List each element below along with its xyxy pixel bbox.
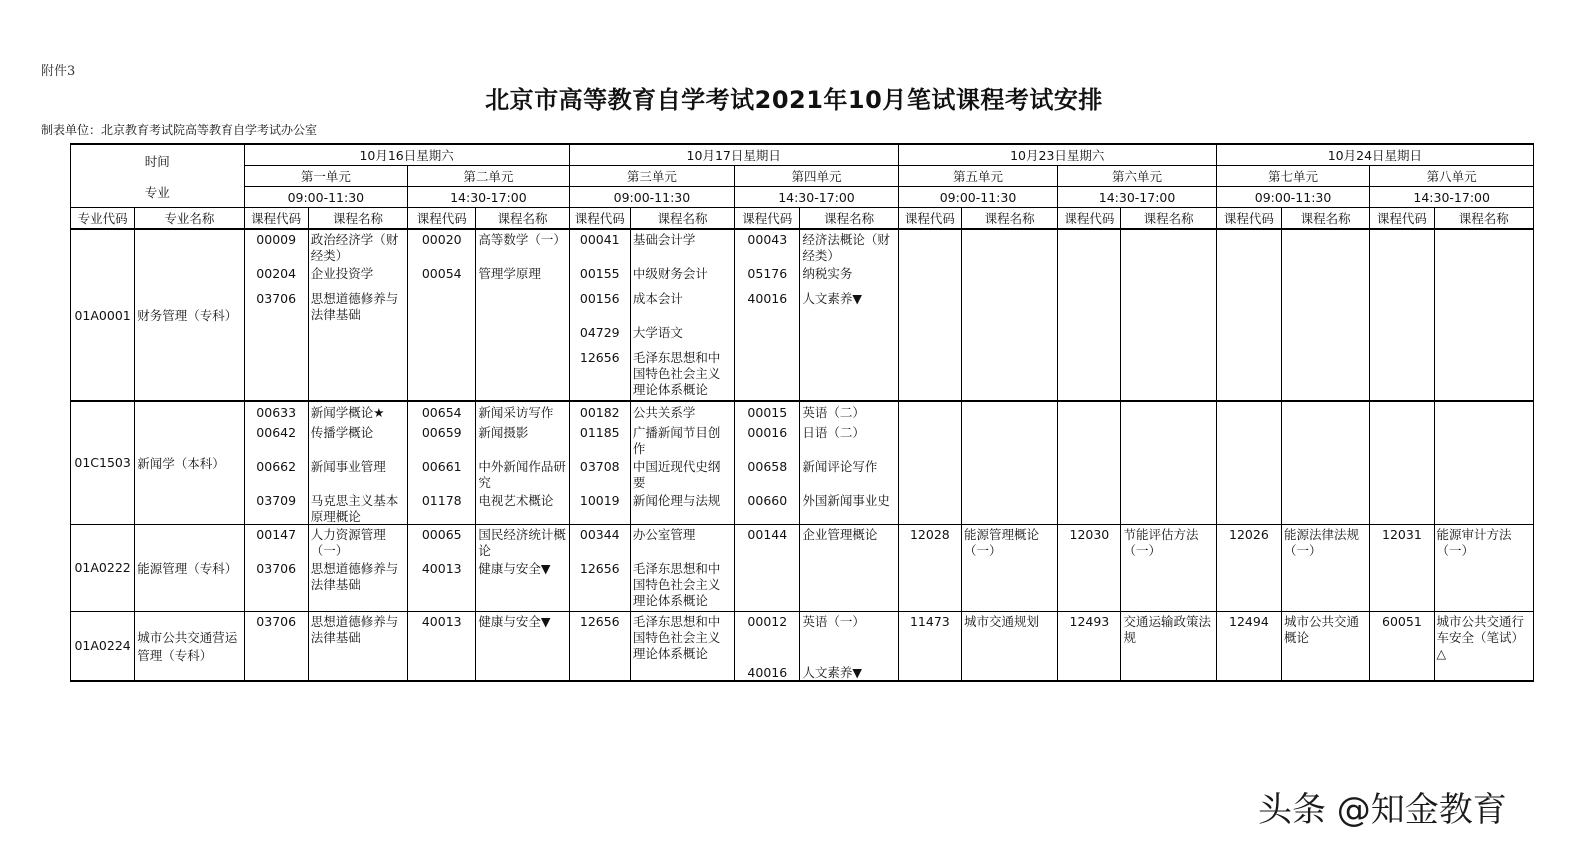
course-code: 12656 [579,350,620,365]
course-code: 01178 [421,493,462,508]
date-header: 10月17日星期日 [569,144,898,166]
course-name: 国民经济统计概论 [478,526,566,558]
corner-time-label: 时间 [144,154,170,169]
course-code-cell [1216,611,1281,681]
table-row [71,401,1534,524]
course-name: 马克思主义基本原理概论 [310,493,399,524]
maker-line: 制表单位：北京教育考试院高等教育自学考试办公室 [41,123,318,137]
course-code: 12656 [579,613,620,629]
course-name: 城市公共交通行车安全（笔试）△ [1436,613,1525,661]
time-header: 09:00-11:30 [898,187,1058,208]
header-corner [71,144,245,208]
course-code-cell [1216,229,1281,401]
course-code-cell [735,229,800,401]
course-name-cell [630,401,734,524]
course-code: 00662 [256,459,297,474]
time-header: 09:00-11:30 [569,187,735,208]
course-name: 企业投资学 [310,266,374,281]
course-name-label: 课程名称 [1434,208,1533,230]
time-header: 09:00-11:30 [244,187,408,208]
course-code: 03706 [256,613,297,629]
course-code-label: 课程代码 [1370,208,1434,230]
course-name: 新闻摄影 [478,425,529,440]
course-code-label: 课程代码 [898,208,961,230]
course-code: 00633 [256,405,297,420]
major-code-label: 专业代码 [71,208,135,230]
unit-header: 第六单元 [1058,166,1217,187]
course-name: 新闻学概论★ [310,405,385,420]
course-name-cell [308,401,407,524]
course-code: 00043 [747,232,788,247]
course-name: 能源法律法规（一） [1284,526,1360,558]
course-code: 11473 [909,613,950,629]
course-code: 12493 [1069,613,1110,629]
course-name: 公共关系学 [632,405,696,420]
course-code: 00012 [747,613,788,629]
course-name-cell [1282,524,1370,611]
course-code: 00661 [421,459,462,474]
course-code: 00155 [579,266,620,281]
course-name-cell [961,524,1057,611]
major-code: 01A0224 [71,611,135,681]
course-name: 思想道德修养与法律基础 [310,291,399,322]
course-code: 40013 [421,613,462,629]
major-code: 01A0001 [71,229,135,401]
course-code-label: 课程代码 [1216,208,1281,230]
course-name: 健康与安全▼ [478,613,551,629]
course-name: 中国近现代史纲要 [632,459,721,490]
course-name: 成本会计 [632,291,683,306]
course-code-cell [1058,611,1121,681]
course-code: 00642 [256,425,297,440]
course-name-cell [1434,611,1533,681]
major-name: 财务管理（专科） [135,229,244,401]
course-code: 00658 [747,459,788,474]
unit-header: 第八单元 [1370,166,1534,187]
course-name-cell [308,524,407,611]
course-name: 高等数学（一） [478,232,566,247]
course-code: 00156 [579,291,620,306]
page-title: 北京市高等教育自学考试2021年10月笔试课程考试安排 [485,86,1103,114]
header-row-units [71,166,1534,187]
course-name-cell [800,229,898,401]
course-code: 00659 [421,425,462,440]
course-name: 思想道德修养与法律基础 [310,613,399,645]
course-name-label: 课程名称 [1121,208,1216,230]
major-name: 能源管理（专科） [135,524,244,611]
unit-header: 第一单元 [244,166,408,187]
course-name: 节能评估方法（一） [1123,526,1199,558]
course-name: 办公室管理 [632,526,696,542]
attachment-label: 附件3 [41,64,76,79]
course-code-cell [244,524,308,611]
course-code: 00020 [421,232,462,247]
course-code-cell [735,611,800,681]
header-row-dates [71,144,1534,166]
course-code: 00147 [256,526,297,542]
course-code: 05176 [747,266,788,281]
course-code: 12656 [579,560,620,576]
course-name: 毛泽东思想和中国特色社会主义理论体系概论 [632,613,721,661]
course-code: 00009 [256,232,297,247]
course-name-cell [961,229,1057,401]
course-name: 英语（一） [802,613,865,629]
course-code: 12031 [1382,526,1422,542]
course-code-cell [244,611,308,681]
course-name-cell [1434,229,1533,401]
course-name: 纳税实务 [802,266,853,281]
course-name-label: 课程名称 [630,208,734,230]
course-code: 03706 [256,560,297,576]
course-name-cell [1434,401,1533,524]
course-name: 传播学概论 [310,425,374,440]
course-code-cell [1058,401,1121,524]
course-code: 03708 [579,459,620,474]
header-row-times [71,187,1534,208]
table-row [71,229,1534,401]
course-code-cell [569,611,630,681]
course-name: 中外新闻作品研究 [478,459,566,490]
course-code-cell [1370,229,1434,401]
course-name: 毛泽东思想和中国特色社会主义理论体系概论 [632,350,721,397]
unit-header: 第三单元 [569,166,735,187]
course-name-cell [476,401,569,524]
course-name-cell [1121,524,1216,611]
course-name-label: 课程名称 [961,208,1057,230]
course-code: 01185 [579,425,620,440]
time-header: 14:30-17:00 [735,187,899,208]
course-code: 00182 [579,405,620,420]
course-code: 12028 [909,526,950,542]
course-code: 00344 [579,526,620,542]
course-name: 能源管理概论（一） [963,526,1039,558]
course-name: 大学语文 [632,325,683,340]
course-name: 人力资源管理（一） [310,526,386,558]
course-code: 03709 [256,493,297,508]
course-code: 40016 [747,291,788,306]
course-code-cell [408,611,476,681]
course-name-cell [1282,401,1370,524]
course-name-cell [1434,524,1533,611]
course-name: 政治经济学（财经类） [310,232,399,263]
course-code: 40013 [421,560,462,576]
course-code-cell [1058,229,1121,401]
unit-header: 第四单元 [735,166,899,187]
unit-header: 第二单元 [408,166,570,187]
time-header: 09:00-11:30 [1216,187,1370,208]
course-code: 00654 [421,405,462,420]
course-code-cell [1216,401,1281,524]
course-name: 英语（二） [802,405,865,420]
course-code-cell [1370,611,1434,681]
course-name-cell [800,401,898,524]
course-code: 00065 [421,526,462,542]
course-code-label: 课程代码 [569,208,630,230]
course-name-cell [630,524,734,611]
major-code: 01A0222 [71,524,135,611]
date-header: 10月16日星期六 [244,144,569,166]
course-code-cell [408,524,476,611]
course-name-cell [961,401,1057,524]
course-name-cell [308,229,407,401]
course-name-cell [308,611,407,681]
course-name-cell [1282,229,1370,401]
course-code: 00015 [747,405,788,420]
course-code-label: 课程代码 [244,208,308,230]
course-code: 10019 [579,493,620,508]
major-name-label: 专业名称 [135,208,244,230]
course-name: 毛泽东思想和中国特色社会主义理论体系概论 [632,560,721,608]
course-name-cell [1121,229,1216,401]
course-code-cell [1370,524,1434,611]
course-code: 00054 [421,266,462,281]
course-code-cell [1216,524,1281,611]
course-name-cell [476,611,569,681]
course-name: 能源审计方法（一） [1436,526,1512,558]
course-name: 城市交通规划 [963,613,1039,629]
course-code: 12494 [1229,613,1269,629]
course-name: 外国新闻事业史 [802,493,890,508]
course-name-cell [476,229,569,401]
course-code-cell [1058,524,1121,611]
major-name: 新闻学（本科） [135,401,244,524]
course-name: 企业管理概论 [802,526,878,542]
course-name: 人文素养▼ [802,291,863,306]
course-name-cell [476,524,569,611]
exam-schedule-table [70,143,1534,682]
course-name-label: 课程名称 [476,208,569,230]
course-code: 00660 [747,493,788,508]
course-code-cell [1370,401,1434,524]
course-code-cell [898,229,961,401]
course-code-cell [735,524,800,611]
course-code-cell [898,401,961,524]
course-name: 经济法概论（财经类） [802,232,890,263]
course-name-cell [1282,611,1370,681]
course-code-cell [898,524,961,611]
course-code: 12030 [1069,526,1110,542]
course-code-label: 课程代码 [408,208,476,230]
table-body [71,144,1534,681]
time-header: 14:30-17:00 [1370,187,1534,208]
time-header: 14:30-17:00 [1058,187,1217,208]
watermark: 头条 @知金教育 [1258,790,1507,830]
course-code-cell [569,229,630,401]
course-code: 12026 [1229,526,1269,542]
table-row [71,524,1534,611]
course-name: 思想道德修养与法律基础 [310,560,399,592]
course-name-cell [1121,401,1216,524]
course-name: 新闻采访写作 [478,405,554,420]
course-code: 60051 [1382,613,1422,629]
course-code-label: 课程代码 [1058,208,1121,230]
course-name: 城市公共交通概论 [1284,613,1360,645]
header-row-labels [71,208,1534,230]
course-name-cell [1121,611,1216,681]
course-name-cell [630,229,734,401]
corner-major-label: 专业 [144,185,170,200]
major-code: 01C1503 [71,401,135,524]
course-name-label: 课程名称 [1282,208,1370,230]
course-name-cell [800,524,898,611]
course-name-label: 课程名称 [308,208,407,230]
course-name: 人文素养▼ [802,664,863,680]
course-code: 00144 [747,526,788,542]
course-name: 中级财务会计 [632,266,708,281]
time-header: 14:30-17:00 [408,187,570,208]
course-name: 健康与安全▼ [478,560,551,576]
course-name: 新闻评论写作 [802,459,878,474]
unit-header: 第五单元 [898,166,1058,187]
course-name-label: 课程名称 [800,208,898,230]
course-name-cell [961,611,1057,681]
course-name: 新闻伦理与法规 [632,493,721,508]
course-code-cell [244,229,308,401]
course-code: 40016 [747,664,788,680]
unit-header: 第七单元 [1216,166,1370,187]
course-code-cell [735,401,800,524]
course-name: 日语（二） [802,425,865,440]
course-name: 基础会计学 [632,232,696,247]
date-header: 10月24日星期日 [1216,144,1533,166]
course-name-cell [630,611,734,681]
course-code: 00204 [256,266,297,281]
course-name: 广播新闻节目创作 [632,425,721,456]
course-name: 管理学原理 [478,266,541,281]
course-code-cell [244,401,308,524]
course-code: 04729 [579,325,620,340]
major-name: 城市公共交通营运管理（专科） [135,611,244,681]
course-code-cell [569,524,630,611]
course-code-cell [408,229,476,401]
course-code-cell [898,611,961,681]
course-name: 新闻事业管理 [310,459,386,474]
course-name: 交通运输政策法规 [1123,613,1211,645]
table-row [71,611,1534,681]
course-code-cell [569,401,630,524]
course-code-cell [408,401,476,524]
course-code: 03706 [256,291,297,306]
date-header: 10月23日星期六 [898,144,1216,166]
course-code-label: 课程代码 [735,208,800,230]
course-name-cell [800,611,898,681]
course-code: 00041 [579,232,620,247]
course-name: 电视艺术概论 [478,493,554,508]
course-code: 00016 [747,425,788,440]
